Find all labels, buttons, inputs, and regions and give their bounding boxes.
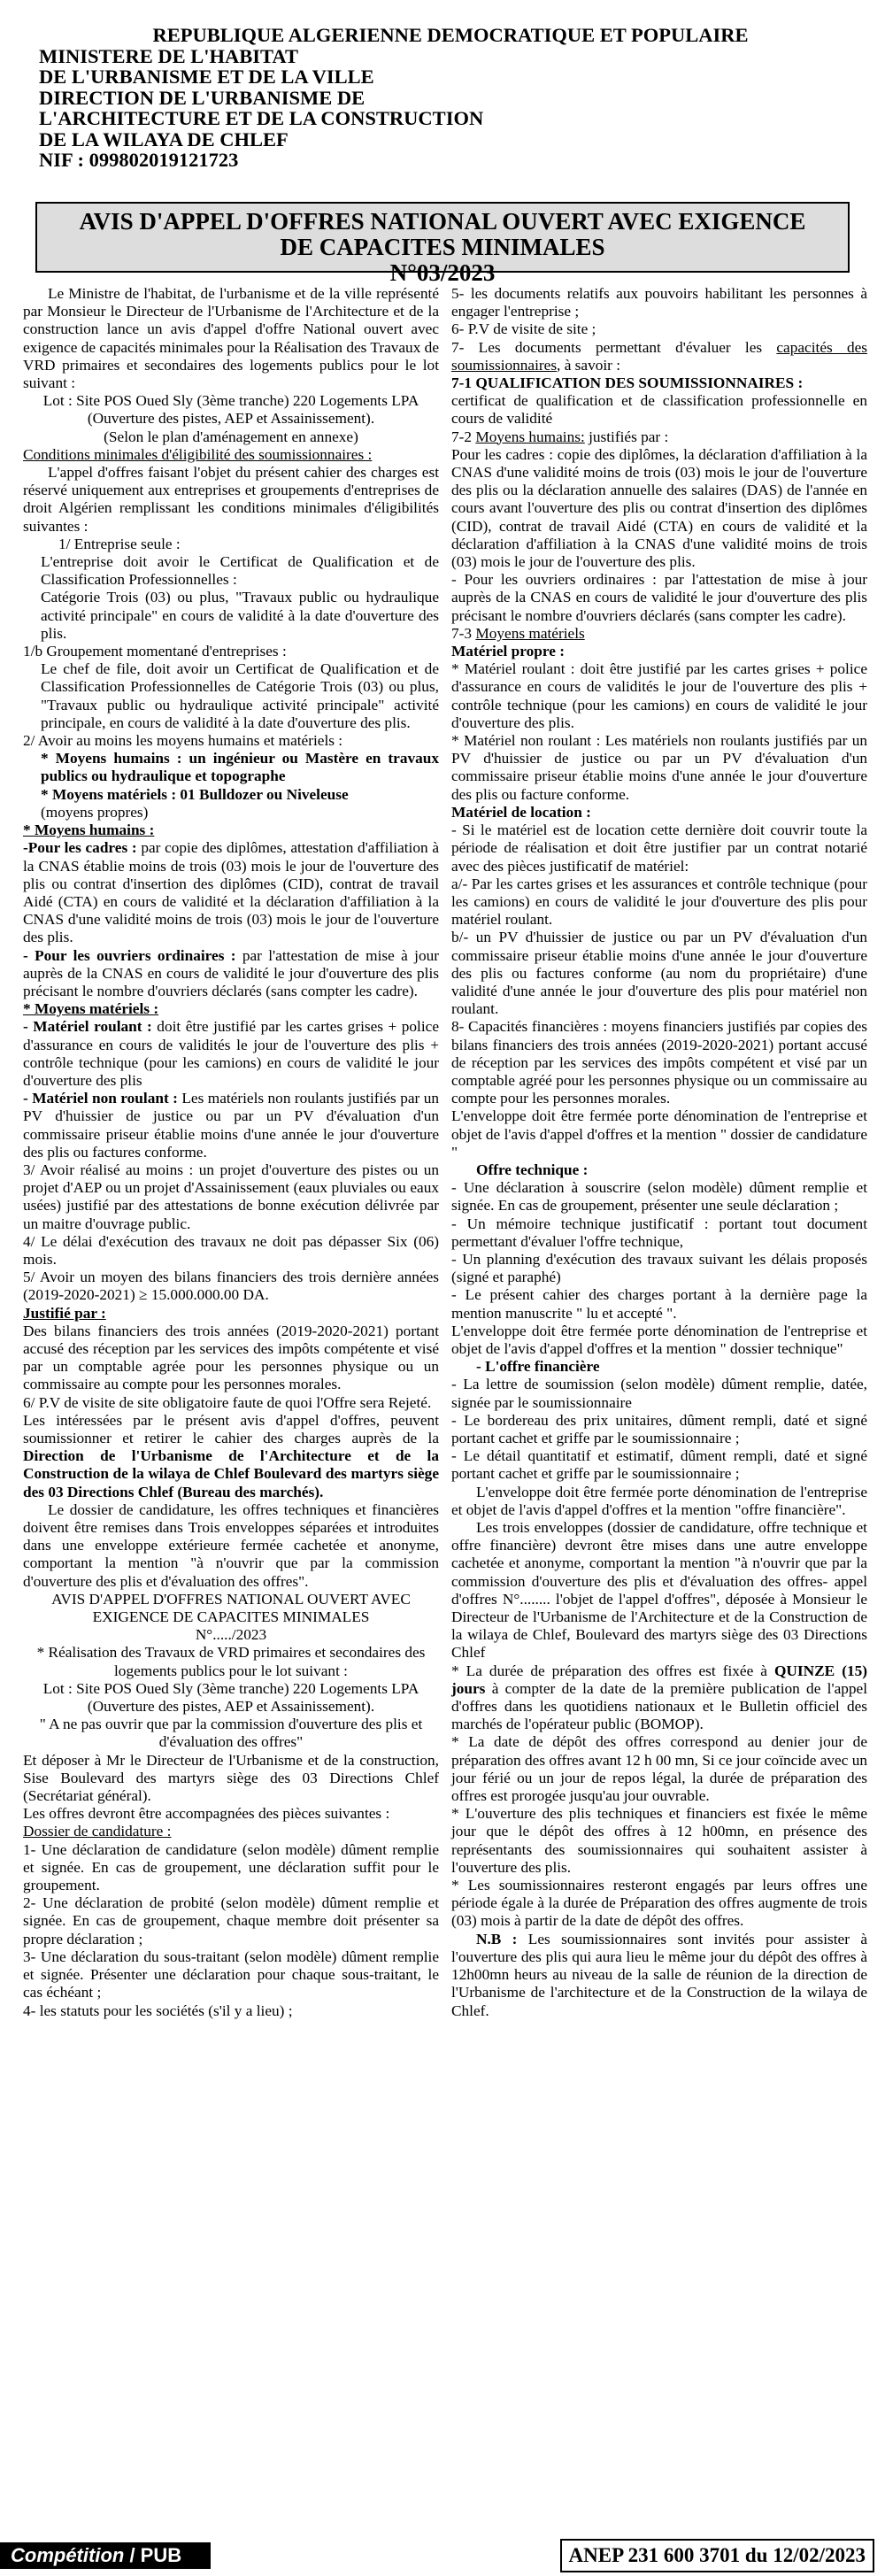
notice-title-box bbox=[35, 202, 850, 286]
direction-line-2: L'ARCHITECTURE ET DE LA CONSTRUCTION bbox=[39, 107, 484, 129]
candidacy-item-2: 2- Une déclaration de probité (selon modèle) dûment remplie et signée. En cas de groupement, chaque membre doit présenter sa propre déclaration ; bbox=[23, 1894, 439, 1947]
site-visit-item: 6/ P.V de visite de site obligatoire faute de quoi l'Offre sera Rejeté. bbox=[23, 1393, 432, 1411]
conditions-paragraph: L'appel d'offres faisant l'objet du présent cahier des charges est réservé uniquement aux entreprises et groupements d'entreprises de droit Algérien remplissant les conditions minimales d'éligibilités suivantes : bbox=[23, 464, 439, 535]
notice-title-2: DE CAPACITES MINIMALES bbox=[280, 234, 605, 260]
rental-a: a/- Par les cartes grises et les assurances et contrôle technique (pour les camions) en cours de validité le jour d'ouverture des plis pour matériel roulant. bbox=[451, 875, 867, 929]
inner-mention: " A ne pas ouvrir que par la commission d'ouverture des plis et d'évaluation des offres" bbox=[39, 1716, 423, 1751]
deadline-item: 4/ Le délai d'exécution des travaux ne doit pas dépasser Six (06) mois. bbox=[23, 1232, 439, 1268]
single-company-text: L'entreprise doit avoir le Certificat de Qualification et de Classification Professionnelles : bbox=[41, 553, 439, 589]
rolling-paragraph: * Matériel roulant : doit être justifié par les cartes grises + police d'assurance en cours de validités le jour de l'ouverture des plis + contrôle technique (pour les camions) en cours de validité le jour d'ouverture des plis. bbox=[451, 660, 867, 731]
financial-offer-heading: - L'offre financière bbox=[476, 1358, 600, 1376]
nonrolling-paragraph: * Matériel non roulant : Les matériels non roulants justifiés par un PV d'huissier de justice ou par un PV d'évaluation d'un commissaire priseur établie moins d'une année le jour d'ouverture des plis ou facture conforme. bbox=[451, 732, 867, 803]
human-means-line: * Moyens humains : un ingénieur ou Mastère en travaux publics ou hydraulique et topographe bbox=[41, 750, 439, 785]
direction-line: DIRECTION DE L'URBANISME DE bbox=[39, 86, 366, 109]
group-text: Le chef de file, doit avoir un Certificat de Qualification et de Classification Professionnelles de Catégorie Trois (03) ou plus, "Travaux public ou hydraulique activité principale" activité principale, en cours de validité à la date d'ouverture des plis. bbox=[41, 660, 439, 731]
deposit-date-paragraph: * La date de dépôt des offres correspond au denier jour de préparation des offres avant 12 h 00 mn, Si ce jour coïncide avec un jour férié ou un jour de repos légal, la durée de préparation des offres est prorogée jusqu'au jour ouvrable. bbox=[451, 1733, 867, 1805]
deposit-text: Et déposer à Mr le Directeur de l'Urbanisme et de la construction, Sise Boulevard des martyrs siège des 03 Directions Chlef (Secrétariat général). bbox=[23, 1751, 439, 1805]
single-company-category: Catégorie Trois (03) ou plus, "Travaux public ou hydraulique activité principale" en cours de validité à la date d'ouverture des plis. bbox=[41, 589, 439, 642]
rolling-label: - Matériel roulant : bbox=[23, 1018, 152, 1036]
republic-line: REPUBLIQUE ALGERIENNE DEMOCRATIQUE ET POPULAIRE bbox=[152, 24, 749, 46]
technical-offer-heading: Offre technique : bbox=[476, 1161, 589, 1178]
ministry-line-2: DE L'URBANISME ET DE LA VILLE bbox=[39, 66, 374, 88]
human-suffix: justifiés par : bbox=[589, 428, 669, 445]
material-means-line: * Moyens matériels : 01 Bulldozer ou Niveleuse bbox=[41, 785, 349, 803]
rental-paragraph: - Si le matériel est de location cette dernière doit couvrir toute la période de réalisation et doit être justifier par un contrat notarié avec des pièces justificatif de matériel: bbox=[451, 821, 867, 875]
duration-suffix: à compter de la date de la première publication de l'appel d'offres dans les quotidiens nationaux et le Bulletin officiel des marchés de l'opérateur public (BOMOP). bbox=[451, 1679, 867, 1733]
envelopes-paragraph: Le dossier de candidature, les offres techniques et financières doivent être remises dans Trois enveloppes séparées et introduites dans une enveloppe extérieure fermée cachetée et anonyme, comportant la mention "à n'ouvrir que par la commission d'ouverture des plis et d'évaluation des offres". bbox=[23, 1500, 439, 1590]
validity-paragraph: * Les soumissionnaires resteront engagés par leurs offres une période égale à la durée de Préparation des offres augmente de trois (03) mois à partir de la date de dépôt des offres. bbox=[451, 1877, 867, 1930]
financial-capacities: 8- Capacités financières : moyens financiers justifiés par copies des bilans financiers des trois années (2019-2020-2021) portant accusé de réception par les services des impôts compétent et visé par un comptable agréé pour les personnes physique ou un commissaire au compte pour les personnes morales. bbox=[451, 1018, 867, 1107]
plan-note: (Selon le plan d'aménagement en annexe) bbox=[104, 428, 358, 445]
rolling-text: doit être justifié par les cartes grises + police d'assurance en cours de validités le jour de l'ouverture des plis + contrôle technique (pour les camions) en cours de validité le jour d'ouverture des plis bbox=[23, 1018, 439, 1089]
nonrolling-text: Les matériels non roulants justifiés par un PV d'huissier de justice ou par un PV d'évaluation d'un commissaire priseur établie moins d'une année le jour d'ouverture des plis ou factures conforme. bbox=[23, 1090, 440, 1161]
workers-paragraph: - Pour les ouvriers ordinaires : par l'attestation de mise à jour auprès de la CNAS en cours de validité le jour d'ouverture des plis précisant le nombre d'ouvriers déclarés (sans compter les cadre). bbox=[451, 571, 867, 624]
candidacy-item-3: 3- Une déclaration du sous-traitant (selon modèle) dûment remplie et signée. Présenter une déclaration pour chaque sous-traitant, le cas échéant ; bbox=[23, 1947, 439, 2001]
financial-envelope-note: L'enveloppe doit être fermée porte dénomination de l'entreprise et objet de l'avis d'appel d'offres et la mention "offre financière". bbox=[451, 1483, 867, 1518]
workers-label: - Pour les ouvriers ordinaires : bbox=[23, 946, 236, 964]
candidacy-item-1: 1- Une déclaration de candidature (selon modèle) dûment remplie et signée. En cas de groupement, une déclaration suffit pour le groupement. bbox=[23, 1840, 439, 1894]
candidacy-item-5: 5- les documents relatifs aux pouvoirs habilitant les personnes à engager l'entreprise ; bbox=[451, 285, 867, 320]
cadres-label: -Pour les cadres : bbox=[23, 839, 137, 857]
human-term: Moyens humains: bbox=[475, 428, 585, 445]
technical-envelope-note: L'enveloppe doit être fermée porte dénomination de l'entreprise et objet de l'avis d'appel d'offres et la mention " dossier technique" bbox=[451, 1322, 867, 1357]
nb-label: N.B : bbox=[476, 1930, 518, 1947]
right-column bbox=[451, 285, 867, 2020]
single-company-heading: 1/ Entreprise seule : bbox=[58, 535, 181, 552]
financial-item: 5/ Avoir un moyen des bilans financiers des trois dernière années (2019-2020-2021) ≥ 15.000.000.00 DA. bbox=[23, 1269, 439, 1304]
three-envelopes-paragraph: Les trois enveloppes (dossier de candidature, offre technique et offre financière) devront être mises dans une autre enveloppe cachetée et anonyme, comportant la mention "à n'ouvrir que par la commission d'ouverture des plis et d'évaluation des offres- appel d'offres N°........ l'objet de l'appel d'offres", déposée à Monsieur le Directeur de l'Urbanisme de l'Architecture et de la Construction de la wilaya de Chlef, Boulevard des martyrs siège des 03 Directions Chlef bbox=[451, 1519, 867, 1662]
inner-title: AVIS D'APPEL D'OFFRES NATIONAL OUVERT AVEC EXIGENCE DE CAPACITES MINIMALES bbox=[51, 1590, 411, 1626]
means-heading: 2/ Avoir au moins les moyens humains et matériels : bbox=[23, 732, 343, 750]
direction-address: Direction de l'Urbanisme de l'Architecture et de la Construction de la wilaya de Chlef Boulevard des martyrs siège des 03 Directions Chlef (Bureau des marchés). bbox=[23, 1447, 439, 1500]
cadres-paragraph: Pour les cadres : copie des diplômes, la déclaration d'affiliation à la CNAS d'une validité moins de trois (03) mois le jour de l'ouverture des plis ou la déclaration annuelle des salaires (DAS) de l'année en cours avant l'ouverture des plis ou contrat d'insertion des diplômes (CID), contrat de travail Aidé (CTA) en cours de validité et la déclaration d'affiliation à la CNAS d'une validité moins de trois (03) mois le jour de l'ouverture des plis. bbox=[451, 445, 867, 571]
candidacy-heading: Dossier de candidature : bbox=[23, 1823, 172, 1840]
issuer-header bbox=[39, 25, 862, 171]
nb-text: Les soumissionnaires sont invités pour assister à l'ouverture des plis qui aura lieu le même jour du dépôt des offres à 12h00mn heurs au niveau de la salle de réunion de la direction de l'Urbanisme de l'architecture et de la Construction de la wilaya de Chlef. bbox=[451, 1930, 867, 2019]
intro-paragraph: Le Ministre de l'habitat, de l'urbanisme et de la ville représenté par Monsieur le Directeur de l'Urbanisme de l'Architecture et de la construction lance un avis d'appel d'offre National ouvert avec exigence de capacités minimales pour la Réalisation des Travaux de VRD primaires et secondaires des logements publics pour le lot suivant : bbox=[23, 285, 439, 392]
qualification-heading: 7-1 QUALIFICATION DES SOUMISSIONNAIRES : bbox=[451, 374, 804, 392]
anep-reference: ANEP 231 600 3701 du 12/02/2023 bbox=[560, 2539, 874, 2572]
notice-title: AVIS D'APPEL D'OFFRES NATIONAL OUVERT AVEC EXIGENCE bbox=[79, 208, 806, 235]
candidacy-envelope-note: L'enveloppe doit être fermée porte dénomination de l'entreprise et objet de l'avis d'appel d'offres et la mention " dossier de candidature " bbox=[451, 1107, 867, 1161]
publication-label bbox=[0, 2542, 211, 2569]
technical-item-2: - Un mémoire technique justificatif : portant tout document permettant d'évaluer l'offre technique, bbox=[451, 1215, 867, 1250]
notice-number: N°03/2023 bbox=[389, 259, 496, 286]
material-means-heading: * Moyens matériels : bbox=[23, 1000, 159, 1018]
financial-item-3: - Le détail quantitatif et estimatif, dûment rempli, daté et signé portant cachet et griffe par le soumissionnaire ; bbox=[451, 1447, 867, 1483]
nonrolling-label: - Matériel non roulant : bbox=[23, 1090, 178, 1107]
justified-heading: Justifié par : bbox=[23, 1304, 106, 1322]
qualification-text: certificat de qualification et de classification professionnelle en cours de validité bbox=[451, 392, 867, 428]
group-heading: 1/b Groupement momentané d'entreprises : bbox=[23, 643, 287, 660]
capacities-suffix: , à savoir : bbox=[557, 356, 621, 374]
publication-separator: / bbox=[124, 2544, 141, 2566]
own-means-note: (moyens propres) bbox=[41, 803, 149, 821]
inner-number: N°...../2023 bbox=[195, 1626, 267, 1644]
cadres-text: par copie des diplômes, attestation d'affiliation à la CNAS établie moins de trois (03) mois le jour de l'ouverture des plis ou contrat d'insertion des diplômes (CID), contrat de travail Aidé (CTA) en cours de validité et la déclaration d'affiliation à la CNAS d'une validité moins de trois (03) mois le jour de l'ouverture des plis. bbox=[23, 839, 439, 946]
capacities-term: capacités des soumissionnaires bbox=[451, 338, 867, 374]
financial-item-2: - Le bordereau des prix unitaires, dûment rempli, daté et signé portant cachet et griffe par le soumissionnaire ; bbox=[451, 1411, 867, 1446]
workers-text: par l'attestation de mise à jour auprès de la CNAS en cours de validité le jour d'ouverture des plis précisant le nombre d'ouvriers déclarés (sans compter les cadre). bbox=[23, 946, 439, 999]
left-column bbox=[23, 285, 439, 2020]
ministry-line: MINISTERE DE L'HABITAT bbox=[39, 44, 298, 67]
candidacy-item-4: 4- les statuts pour les sociétés (s'il y a lieu) ; bbox=[23, 2001, 293, 2019]
wilaya-line: DE LA WILAYA DE CHLEF bbox=[39, 127, 289, 150]
technical-item-3: - Un planning d'exécution des travaux suivant les délais proposés (signé et paraphé) bbox=[451, 1250, 867, 1286]
financial-item-1: - La lettre de soumission (selon modèle) dûment remplie, datée, signée par le soumissionnaire bbox=[451, 1376, 867, 1411]
nif-line: NIF : 099802019121723 bbox=[39, 149, 239, 171]
candidacy-item-6: 6- P.V de visite de site ; bbox=[451, 320, 596, 338]
rental-heading: Matériel de location : bbox=[451, 803, 591, 821]
conditions-heading: Conditions minimales d'éligibilité des soumissionnaires : bbox=[23, 445, 373, 463]
technical-item-1: - Une déclaration à souscrire (selon modèle) dûment remplie et signée. En cas de groupement, présenter une seule déclaration ; bbox=[451, 1179, 867, 1215]
opening-paragraph: * L'ouverture des plis techniques et financiers est fixée le même jour que le dépôt des offres à 12 h00mn, en présence des représentants des soumissionnaires qui souhaitent assister à l'ouverture des plis. bbox=[451, 1805, 867, 1876]
pieces-text: Les offres devront être accompagnées des pièces suivantes : bbox=[23, 1805, 390, 1823]
footer-bar bbox=[0, 2539, 885, 2576]
human-number: 7-2 bbox=[451, 428, 473, 445]
human-means-heading: * Moyens humains : bbox=[23, 821, 155, 839]
material-number: 7-3 bbox=[451, 624, 473, 642]
withdraw-text: Les intéressées par le présent avis d'appel d'offres, peuvent soumissionner et retirer le cahier des charges auprès de la bbox=[23, 1411, 439, 1446]
experience-item: 3/ Avoir réalisé au moins : un projet d'ouverture des pistes ou un projet d'AEP ou un projet d'Assainissement (eaux pluviales ou eaux usées) justifié par des attestations de bonne exécution délivrée par un maitre d'ouvrage public. bbox=[23, 1161, 439, 1232]
inner-works: * Réalisation des Travaux de VRD primaires et secondaires des logements publics pour le lot suivant : bbox=[36, 1644, 426, 1679]
publication-section: PUB bbox=[140, 2544, 182, 2566]
duration-value: QUINZE (15) jours bbox=[451, 1662, 867, 1697]
capacities-intro: 7- Les documents permettant d'évaluer les bbox=[451, 338, 763, 356]
lot-line: Lot : Site POS Oued Sly (3ème tranche) 220 Logements LPA (Ouverture des pistes, AEP et Assainissement). bbox=[42, 392, 419, 428]
balance-text: Des bilans financiers des trois années (2019-2020-2021) portant accusé des réception par les services des impôts compétente et visé par un comptable agrée pour les personnes physique ou un commissaire au compte pour les personnes morales. bbox=[23, 1322, 439, 1393]
duration-intro: * La durée de préparation des offres est fixée à bbox=[451, 1662, 767, 1679]
inner-lot: Lot : Site POS Oued Sly (3ème tranche) 220 Logements LPA (Ouverture des pistes, AEP et Assainissement). bbox=[42, 1679, 419, 1716]
own-material-heading: Matériel propre : bbox=[451, 643, 565, 660]
rental-b: b/- un PV d'huissier de justice ou par un PV d'évaluation d'un commissaire priseur établie moins d'une année le jour d'ouverture des plis ou factures conforme (au nom du propriétaire) d'une validité d'une année le jour d'ouverture des plis pour matériel non roulant. bbox=[451, 929, 867, 1018]
technical-item-4: - Le présent cahier des charges portant à la dernière page la mention manuscrite " lu et accepté ". bbox=[451, 1286, 867, 1322]
material-term: Moyens matériels bbox=[475, 624, 585, 642]
publication-brand: Compétition bbox=[11, 2544, 125, 2566]
